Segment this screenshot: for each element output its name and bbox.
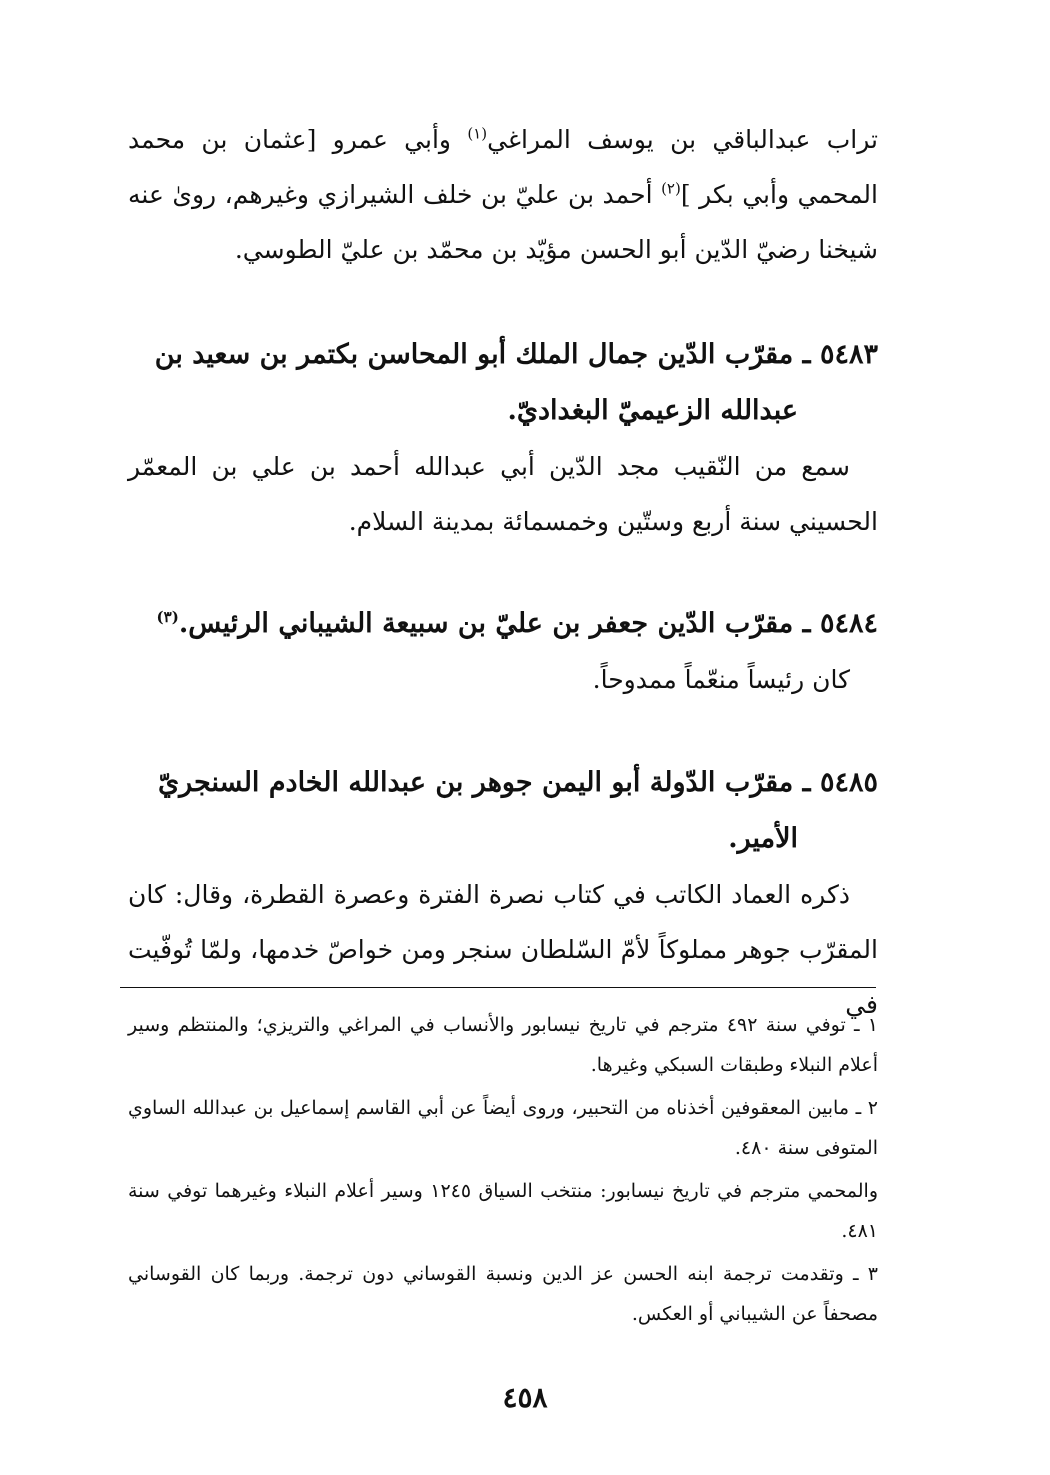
entry-number: ٥٤٨٤ (819, 608, 878, 639)
entry-5484 (128, 596, 878, 707)
entry-body: سمع من النّقيب مجد الدّين أبي عبدالله أحمد بن علي بن المعمّر الحسيني سنة أربع وستّين وخمسمائة بمدينة السلام. (128, 452, 878, 536)
entry-number: ٥٤٨٣ (819, 339, 878, 370)
footnote-divider (120, 987, 876, 988)
entry-heading (128, 755, 878, 867)
footnotes (128, 1005, 878, 1337)
entry-heading (128, 596, 878, 652)
entry-title: مقرّب الدّولة أبو اليمن جوهر بن عبدالله الخادم السنجريّ الأمير. (158, 767, 798, 854)
entry-separator: ـ (793, 608, 820, 639)
entry-body: ذكره العماد الكاتب في كتاب نصرة الفترة وعصرة القطرة، وقال: كان المقرّب جوهر مملوكاً لأمّ السّلطان سنجر ومن خواصّ خدمها، ولمّا تُوفّيت في (128, 880, 878, 1019)
footnote-ref-2[interactable]: (٢) (661, 179, 681, 198)
intro-paragraph (128, 112, 878, 277)
entry-5483 (128, 327, 878, 549)
entry-title: مقرّب الدّين جعفر بن عليّ بن سبيعة الشيباني الرئيس. (178, 608, 794, 639)
entry-heading (128, 327, 878, 439)
intro-text-part-2: وأبي عمرو [عثمان بن محمد المحمي وأبي بكر ] (128, 125, 878, 209)
intro-text-part-3: أحمد بن عليّ بن خلف الشيرازي وغيرهم، روىٰ عنه شيخنا رضيّ الدّين أبو الحسن مؤيّد بن محمّد بن عليّ الطوسي. (128, 180, 878, 264)
footnote-3: ٣ ـ وتقدمت ترجمة ابنه الحسن عز الدين ونسبة القوساني دون ترجمة. وربما كان القوساني مصحفاً عن الشيباني أو العكس. (128, 1263, 878, 1325)
footnote-1: ١ ـ توفي سنة ٤٩٢ مترجم في تاريخ نيسابور والأنساب في المراغي والتريزي؛ والمنتظم وسير أعلام النبلاء وطبقات السبكي وغيرها. (128, 1014, 878, 1076)
footnote-ref-1[interactable]: (١) (467, 124, 488, 143)
page-number: ٤٥٨ (502, 1381, 548, 1414)
entry-separator: ـ (793, 339, 820, 370)
entry-5485 (128, 755, 878, 1032)
footnote-2-continuation: والمحمي مترجم في تاريخ نيسابور: منتخب السياق ١٢٤٥ وسير أعلام النبلاء وغيرهما توفي سنة ٤٨١. (128, 1180, 878, 1242)
intro-text-part-1: تراب عبدالباقي بن يوسف المراغي (487, 125, 878, 154)
entry-body: كان رئيساً منعّماً ممدوحاً. (592, 665, 850, 694)
entry-separator: ـ (793, 767, 820, 798)
footnote-ref-3[interactable]: (٣) (156, 608, 179, 626)
entry-title: مقرّب الدّين جمال الملك أبو المحاسن بكتمر بن سعيد بن عبدالله الزعيميّ البغداديّ. (154, 339, 798, 426)
footnote-2: ٢ ـ مابين المعقوفين أخذناه من التحبير، وروى أيضاً عن أبي القاسم إسماعيل بن عبدالله الساوي المتوفى سنة ٤٨٠. (128, 1097, 878, 1159)
entry-number: ٥٤٨٥ (819, 767, 878, 798)
